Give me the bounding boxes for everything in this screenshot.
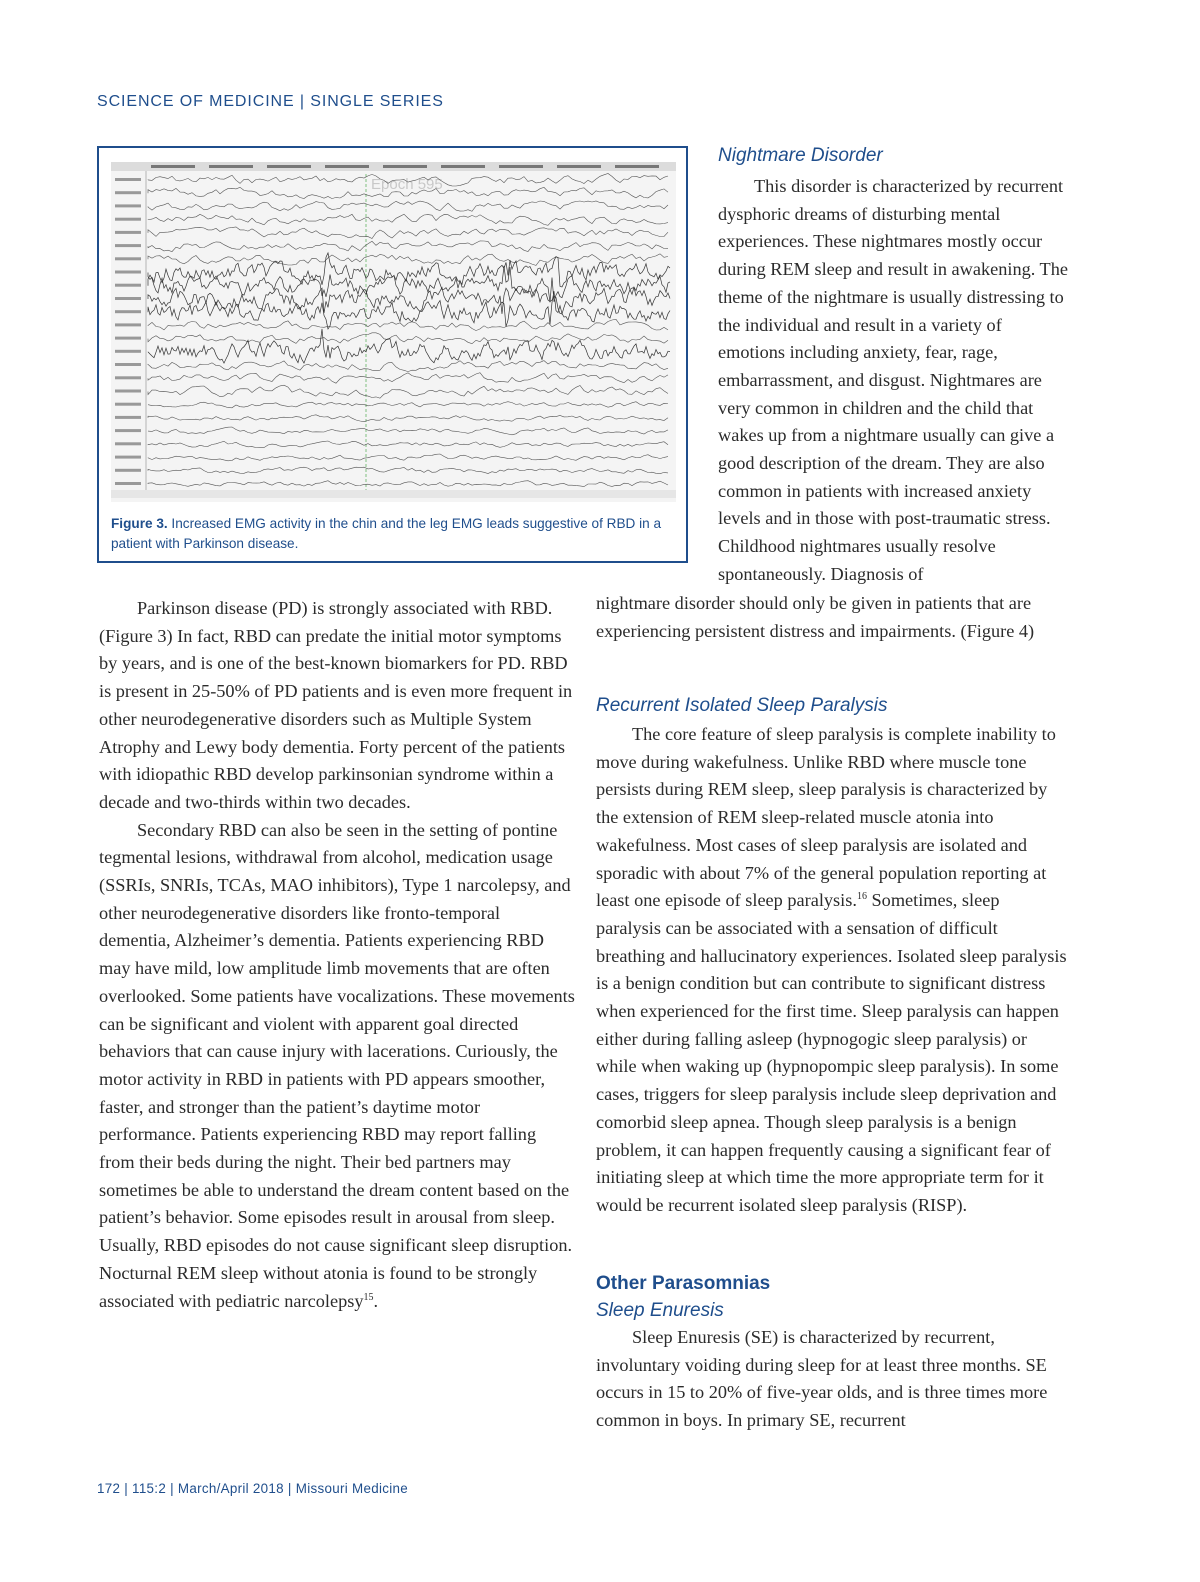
channel-label-mark: [115, 482, 141, 485]
toolbar-mark: [441, 165, 485, 168]
paragraph-end: .: [373, 1290, 379, 1311]
channel-label-mark: [115, 337, 141, 340]
channel-label-mark: [115, 403, 141, 406]
channel-label-mark: [115, 310, 141, 313]
figure-caption-text: Increased EMG activity in the chin and the leg EMG leads suggestive of RBD in a patient with Parkinson disease.: [111, 516, 662, 551]
sleep-paralysis-section: [596, 694, 1068, 1220]
toolbar-mark: [209, 165, 253, 168]
polysomnogram-image: [111, 162, 676, 646]
toolbar-mark: [383, 165, 427, 168]
figure-caption-label: Figure 3.: [111, 516, 168, 531]
paragraph-secondary-rbd: [99, 817, 575, 1316]
sleep-paralysis-text-b: Sometimes, sleep paralysis can be associated with a sensation of difficult breathing and hallucinatory experiences. Isolated sleep paralysis is a benign condition but can contribute to significant distress when experienced for the first time. Sleep paralysis can happen either during falling asleep (hypnogogic sleep paralysis) or while when waking up (hypnopompic sleep paralysis). In some cases, triggers for sleep paralysis include sleep deprivation and comorbid sleep apnea. Though sleep paralysis is a benign problem, it can happen frequently causing a significant fear of initiating sleep at which time the more appropriate term for it would be recurrent isolated sleep paralysis (RISP).: [596, 890, 1067, 1215]
channel-label-mark: [115, 350, 141, 353]
channel-label-mark: [115, 323, 141, 326]
sleep-enuresis-text: Sleep Enuresis (SE) is characterized by recurrent, involuntary voiding during sleep for at least three months. SE occurs in 15 to 20% of five-year olds, and is three times more common in boys. In primary SE, recurrent: [596, 1327, 1048, 1431]
channel-label-mark: [115, 231, 141, 234]
toolbar-mark: [557, 165, 601, 168]
paragraph-secondary-rbd-text: Secondary RBD can also be seen in the setting of pontine tegmental lesions, withdrawal from alcohol, medication usage (SSRIs, SNRIs, TCAs, MAO inhibitors), Type 1 narcolepsy, and other neurodegenerative disorders like fronto-temporal dementia, Alzheimer’s dementia. Patients experiencing RBD may have mild, low amplitude limb movements that are often overlooked. Some patients have vocalizations. These movements can be significant and violent with apparent goal directed behaviors that can cause injury with lacerations. Curiously, the motor activity in RBD in patients with PD appears smoother, faster, and stronger than the patient’s daytime motor performance. Patients experiencing RBD may report falling from their beds during the night. Their bed partners may sometimes be able to understand the dream content based on the patient’s behavior. Some episodes result in arousal from sleep. Usually, RBD episodes do not cause significant sleep disruption. Nocturnal REM sleep without atonia is found to be strongly associated with pediatric narcolepsy: [99, 819, 575, 1311]
channel-label-mark: [115, 416, 141, 419]
sleep-paralysis-text-a: The core feature of sleep paralysis is complete inability to move during wakefulness. Unlike RBD where muscle tone persists during REM sleep, sleep paralysis is characterized by the extension of REM sleep-related muscle atonia into wakefulness. Most cases of sleep paralysis are isolated and sporadic with about 7% of the general population reporting at least one episode of sleep paralysis.: [596, 724, 1056, 911]
channel-label-mark: [115, 469, 141, 472]
nightmare-text-continued: nightmare disorder should only be given in patients that are experiencing persistent distress and impairments. (Figure 4): [596, 593, 1035, 641]
reference-15: 15: [363, 1291, 374, 1303]
paragraph-pd: Parkinson disease (PD) is strongly associated with RBD. (Figure 3) In fact, RBD can predate the initial motor symptoms by years, and is one of the best-known biomarkers for PD. RBD is present in 25-50% of PD patients and is even more frequent in other neurodegenerative disorders such as Multiple System Atrophy and Lewy body dementia. Forty percent of the patients with idiopathic RBD develop parkinsonian syndrome within a decade and two-thirds within two decades.: [99, 598, 573, 812]
nightmare-section: [718, 144, 1068, 589]
channel-label-mark: [115, 244, 141, 247]
channel-label-mark: [115, 271, 141, 274]
channel-label-mark: [115, 456, 141, 459]
channel-label-mark: [115, 442, 141, 445]
nightmare-text: This disorder is characterized by recurrent dysphoric dreams of disturbing mental experiences. These nightmares mostly occur during REM sleep and result in awakening. The theme of the nightmare is usually distressing to the individual and result in a variety of emotions including anxiety, fear, rage, embarrassment, and disgust. Nightmares are very common in children and the child that wakes up from a nightmare usually can give a good description of the dream. They are also common in patients with increased anxiety levels and in those with post-traumatic stress. Childhood nightmares usually resolve spontaneously. Diagnosis of: [718, 176, 1068, 584]
toolbar-mark: [325, 165, 369, 168]
nightmare-heading: Nightmare Disorder: [718, 145, 883, 166]
toolbar-mark: [615, 165, 659, 168]
channel-label-mark: [115, 429, 141, 432]
other-parasomnias-heading: Other Parasomnias: [596, 1273, 771, 1294]
left-column: [99, 595, 575, 1315]
figure-caption: [111, 514, 671, 553]
page-footer: 172 | 115:2 | March/April 2018 | Missouri Medicine: [97, 1481, 408, 1496]
channel-label-mark: [115, 218, 141, 221]
sleep-paralysis-text: [596, 721, 1068, 1220]
sleep-paralysis-heading: Recurrent Isolated Sleep Paralysis: [596, 695, 888, 716]
other-parasomnias-section: [596, 1272, 1068, 1435]
toolbar-mark: [499, 165, 543, 168]
channel-label-mark: [115, 284, 141, 287]
toolbar-mark: [151, 165, 195, 168]
running-head: SCIENCE OF MEDICINE | SINGLE SERIES: [97, 93, 444, 110]
channel-label-mark: [115, 257, 141, 260]
channel-label-mark: [115, 178, 141, 181]
channel-label-mark: [115, 376, 141, 379]
reference-16: 16: [856, 891, 867, 903]
channel-label-mark: [115, 204, 141, 207]
channel-label-mark: [115, 363, 141, 366]
nightmare-continued: [596, 590, 1068, 645]
channel-label-mark: [115, 191, 141, 194]
figure-3: [97, 146, 688, 563]
epoch-label: Epoch 595: [371, 176, 443, 193]
channel-label-mark: [115, 390, 141, 393]
sleep-enuresis-heading: Sleep Enuresis: [596, 1300, 724, 1321]
toolbar-mark: [267, 165, 311, 168]
channel-label-mark: [115, 297, 141, 300]
